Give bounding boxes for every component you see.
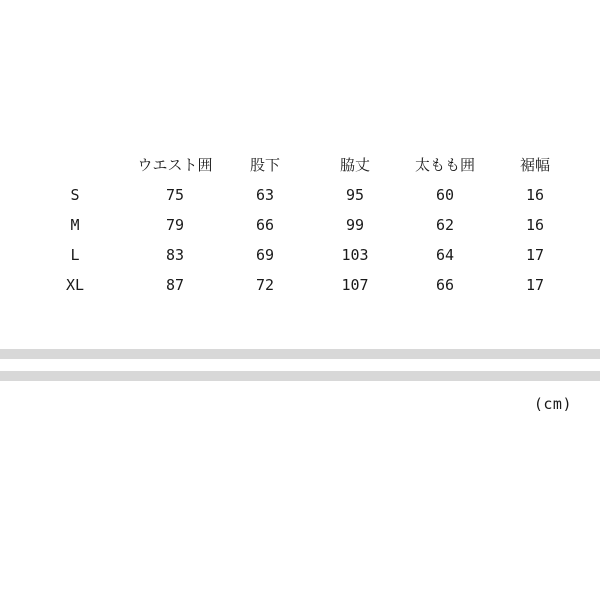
- cell-m-hem-width: 16: [525, 216, 545, 234]
- column-header-waist: ウエスト囲: [137, 156, 213, 174]
- cell-l-outseam: 103: [341, 246, 369, 264]
- cell-s-outseam: 95: [345, 186, 365, 204]
- table-header-row: [20, 150, 580, 180]
- row-label-size-m: M: [70, 216, 80, 234]
- cell-s-waist: 75: [165, 186, 185, 204]
- cell-m-outseam: 99: [345, 216, 365, 234]
- divider-rule-bottom: [0, 371, 600, 381]
- cell-xl-waist: 87: [165, 276, 185, 294]
- column-header-inseam: 股下: [249, 156, 280, 174]
- cell-xl-hem-width: 17: [525, 276, 545, 294]
- cell-xl-outseam: 107: [341, 276, 369, 294]
- size-table-header: [20, 150, 580, 180]
- cell-m-thigh: 62: [435, 216, 455, 234]
- row-label-size-s: S: [70, 186, 80, 204]
- cell-s-inseam: 63: [255, 186, 275, 204]
- column-header-hem-width: 裾幅: [519, 156, 550, 174]
- table-row: [20, 270, 580, 300]
- cell-s-hem-width: 16: [525, 186, 545, 204]
- cell-m-waist: 79: [165, 216, 185, 234]
- size-table-container: [0, 150, 600, 300]
- table-row: [20, 240, 580, 270]
- table-corner-cell: [20, 150, 130, 180]
- row-label-size-xl: XL: [65, 276, 85, 294]
- column-header-thigh: 太もも囲: [414, 156, 475, 174]
- size-table: [20, 150, 580, 300]
- cell-l-inseam: 69: [255, 246, 275, 264]
- cell-m-inseam: 66: [255, 216, 275, 234]
- cell-l-hem-width: 17: [525, 246, 545, 264]
- table-row: [20, 180, 580, 210]
- cell-xl-thigh: 66: [435, 276, 455, 294]
- unit-note: (cm): [533, 395, 572, 413]
- cell-l-thigh: 64: [435, 246, 455, 264]
- size-table-body: [20, 180, 580, 300]
- cell-s-thigh: 60: [435, 186, 455, 204]
- cell-xl-inseam: 72: [255, 276, 275, 294]
- cell-l-waist: 83: [165, 246, 185, 264]
- column-header-outseam: 脇丈: [339, 156, 370, 174]
- table-row: [20, 210, 580, 240]
- divider-rule-top: [0, 349, 600, 359]
- row-label-size-l: L: [70, 246, 80, 264]
